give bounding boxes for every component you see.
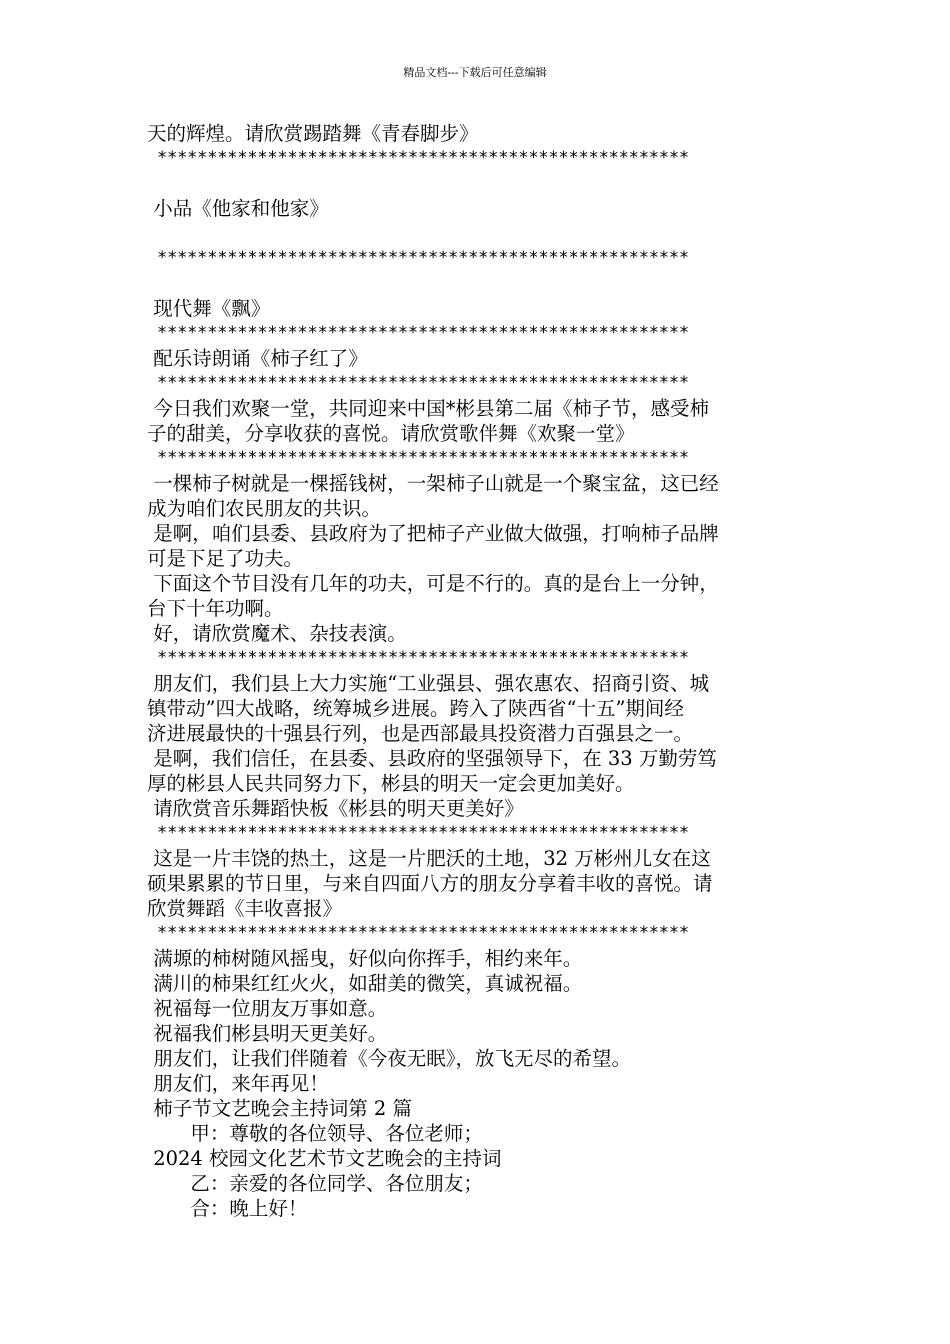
text-line: 一棵柿子树就是一棵摇钱树，一架柿子山就是一个聚宝盆，这已经 bbox=[147, 472, 719, 495]
text-line: 下面这个节目没有几年的功夫，可是不行的。真的是台上一分钟， bbox=[147, 572, 719, 595]
program-title: 现代舞《飘》 bbox=[147, 297, 271, 320]
text-line: 满川的柿果红红火火，如甜美的微笑，真诚祝福。 bbox=[147, 972, 583, 995]
text-line: 天的辉煌。请欣赏踢踏舞《青春脚步》 bbox=[147, 122, 479, 145]
text-line: 济进展最快的十强县行列，也是西部最具投资潜力百强县之一。 bbox=[147, 722, 694, 745]
program-title: 小品《他家和他家》 bbox=[147, 197, 329, 220]
text-line: 厚的彬县人民共同努力下，彬县的明天一定会更加美好。 bbox=[147, 772, 635, 795]
text-line: 祝福每一位朋友万事如意。 bbox=[147, 997, 388, 1020]
text-line: 2024 校园文化艺术节文艺晚会的主持词 bbox=[147, 1147, 502, 1170]
text-line: 硕果累累的节日里，与来自四面八方的朋友分享着丰收的喜悦。请 bbox=[147, 872, 713, 895]
blank-line bbox=[147, 171, 819, 196]
text-line: 合：晚上好！ bbox=[147, 1197, 308, 1220]
text-line: 欣赏舞蹈《丰收喜报》 bbox=[147, 897, 343, 920]
separator-line: ***************************************************** bbox=[147, 448, 689, 468]
separator-line: ***************************************************** bbox=[147, 323, 689, 343]
text-line: 朋友们，来年再见！ bbox=[147, 1072, 329, 1095]
text-line: 子的甜美，分享收获的喜悦。请欣赏歌伴舞《欢聚一堂》 bbox=[147, 422, 635, 445]
separator-line: ***************************************************** bbox=[147, 248, 689, 268]
page-header: 精品文档---下载后可任意编辑 bbox=[403, 66, 547, 79]
text-line: 乙：亲爱的各位同学、各位朋友； bbox=[147, 1172, 483, 1195]
text-line: 满塬的柿树随风摇曳，好似向你挥手，相约来年。 bbox=[147, 947, 583, 970]
program-title: 配乐诗朗诵《柿子红了》 bbox=[147, 347, 368, 370]
document-body bbox=[147, 121, 819, 1221]
text-line: 好，请欣赏魔术、杂技表演。 bbox=[147, 622, 407, 645]
text-line: 祝福我们彬县明天更美好。 bbox=[147, 1022, 388, 1045]
section-title: 柿子节文艺晚会主持词第 2 篇 bbox=[147, 1097, 413, 1120]
separator-line: ***************************************************** bbox=[147, 648, 689, 668]
separator-line: ***************************************************** bbox=[147, 373, 689, 393]
blank-line bbox=[147, 221, 819, 246]
text-line: 成为咱们农民朋友的共识。 bbox=[147, 497, 382, 520]
text-line: 这是一片丰饶的热土，这是一片肥沃的土地，32 万彬州儿女在这 bbox=[147, 847, 711, 870]
text-line: 甲：尊敬的各位领导、各位老师； bbox=[147, 1122, 483, 1145]
text-line: 可是下足了功夫。 bbox=[147, 547, 304, 570]
text-line: 台下十年功啊。 bbox=[147, 597, 284, 620]
text-line: 镇带动”四大战略，统筹城乡进展。跨入了陕西省“十五”期间经 bbox=[147, 697, 684, 720]
separator-line: ***************************************************** bbox=[147, 148, 689, 168]
text-line: 是啊，我们信任，在县委、县政府的坚强领导下，在 33 万勤劳笃 bbox=[147, 747, 717, 770]
text-line: 请欣赏音乐舞蹈快板《彬县的明天更美好》 bbox=[147, 797, 524, 820]
separator-line: ***************************************************** bbox=[147, 823, 689, 843]
separator-line: ***************************************************** bbox=[147, 923, 689, 943]
text-line: 朋友们，让我们伴随着《今夜无眠》，放飞无尽的希望。 bbox=[147, 1047, 631, 1070]
blank-line bbox=[147, 271, 819, 296]
text-line: 是啊，咱们县委、县政府为了把柿子产业做大做强，打响柿子品牌 bbox=[147, 522, 719, 545]
text-line: 今日我们欢聚一堂，共同迎来中国*彬县第二届《柿子节，感受柿 bbox=[147, 397, 709, 420]
text-line: 朋友们，我们县上大力实施“工业强县、强农惠农、招商引资、城 bbox=[147, 672, 710, 695]
